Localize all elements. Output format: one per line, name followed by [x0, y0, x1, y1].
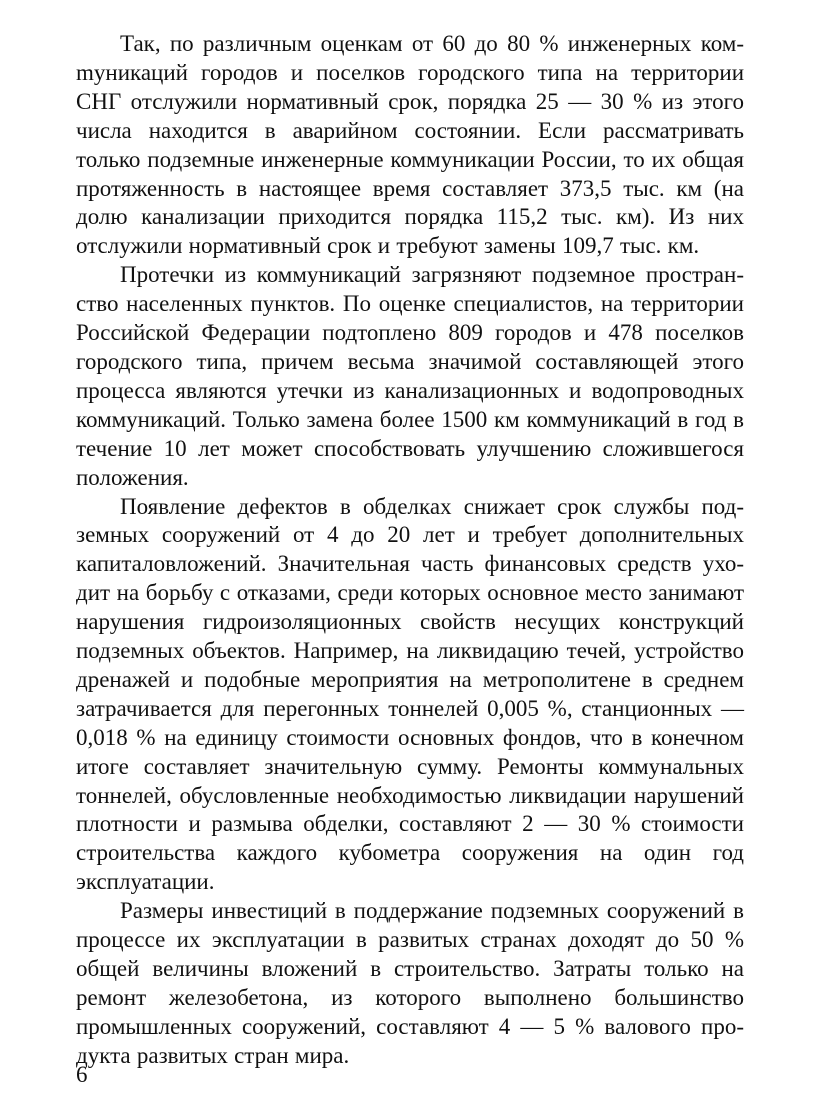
- page-body: [76, 30, 744, 1071]
- paragraph-4: Размеры инвестиций в поддержание подземных сооружений в процессе их эксплуатации в развитых странах доходят до 50 % общей величины вложений в строительство. Затраты только на ремонт железобетона, из которого выполнено большинство промышленных сооружений, составляют 4 — 5 % валового продукта развитых стран мира.: [76, 898, 744, 1068]
- page-number: 6: [76, 1062, 88, 1087]
- paragraph-3: Появление дефектов в обделках снижает срок службы подземных сооружений от 4 до 20 лет и требует дополнительных капиталовложений. Значительная часть финансовых средств уходит на борьбу с отказами, среди которых основное место занимают нарушения гидроизоляционных свойств несущих конструкций подземных объектов. Например, на ликвидацию течей, устройство дренажей и подобные мероприятия на метрополитене в среднем затрачивается для перегонных тоннелей 0,005 %, станционных — 0,018 % на единицу стоимости основных фондов, что в конечном итоге составляет значительную сумму. Ремонты коммунальных тоннелей, обусловленные необходимостью ликвидации нарушений плотности и размыва обделки, составляют 2 — 30 % стоимости строительства каждого кубометра сооружения на один год эксплуатации.: [76, 493, 744, 895]
- paragraph-1: Так, по различным оценкам от 60 до 80 % инженерных комmуникаций городов и поселков городского типа на территории СНГ отслужили нормативный срок, порядка 25 — 30 % из этого числа находится в аварийном состоянии. Если рассматривать только подземные инженерные коммуникации России, то их общая протяженность в настоящее время составляет 373,5 тыс. км (на долю канализации приходится порядка 115,2 тыс. км). Из них отслужили нормативный срок и требуют замены 109,7 тыс. км.: [76, 31, 744, 259]
- paragraph-2: Протечки из коммуникаций загрязняют подземное пространство населенных пунктов. По оценке специалистов, на территории Российской Федерации подтоплено 809 городов и 478 поселков городского типа, причем весьма значимой составляющей этого процесса являются утечки из канализационных и водопроводных коммуникаций. Только замена более 1500 км коммуникаций в год в течение 10 лет может способствовать улучшению сложившегося положения.: [76, 262, 744, 490]
